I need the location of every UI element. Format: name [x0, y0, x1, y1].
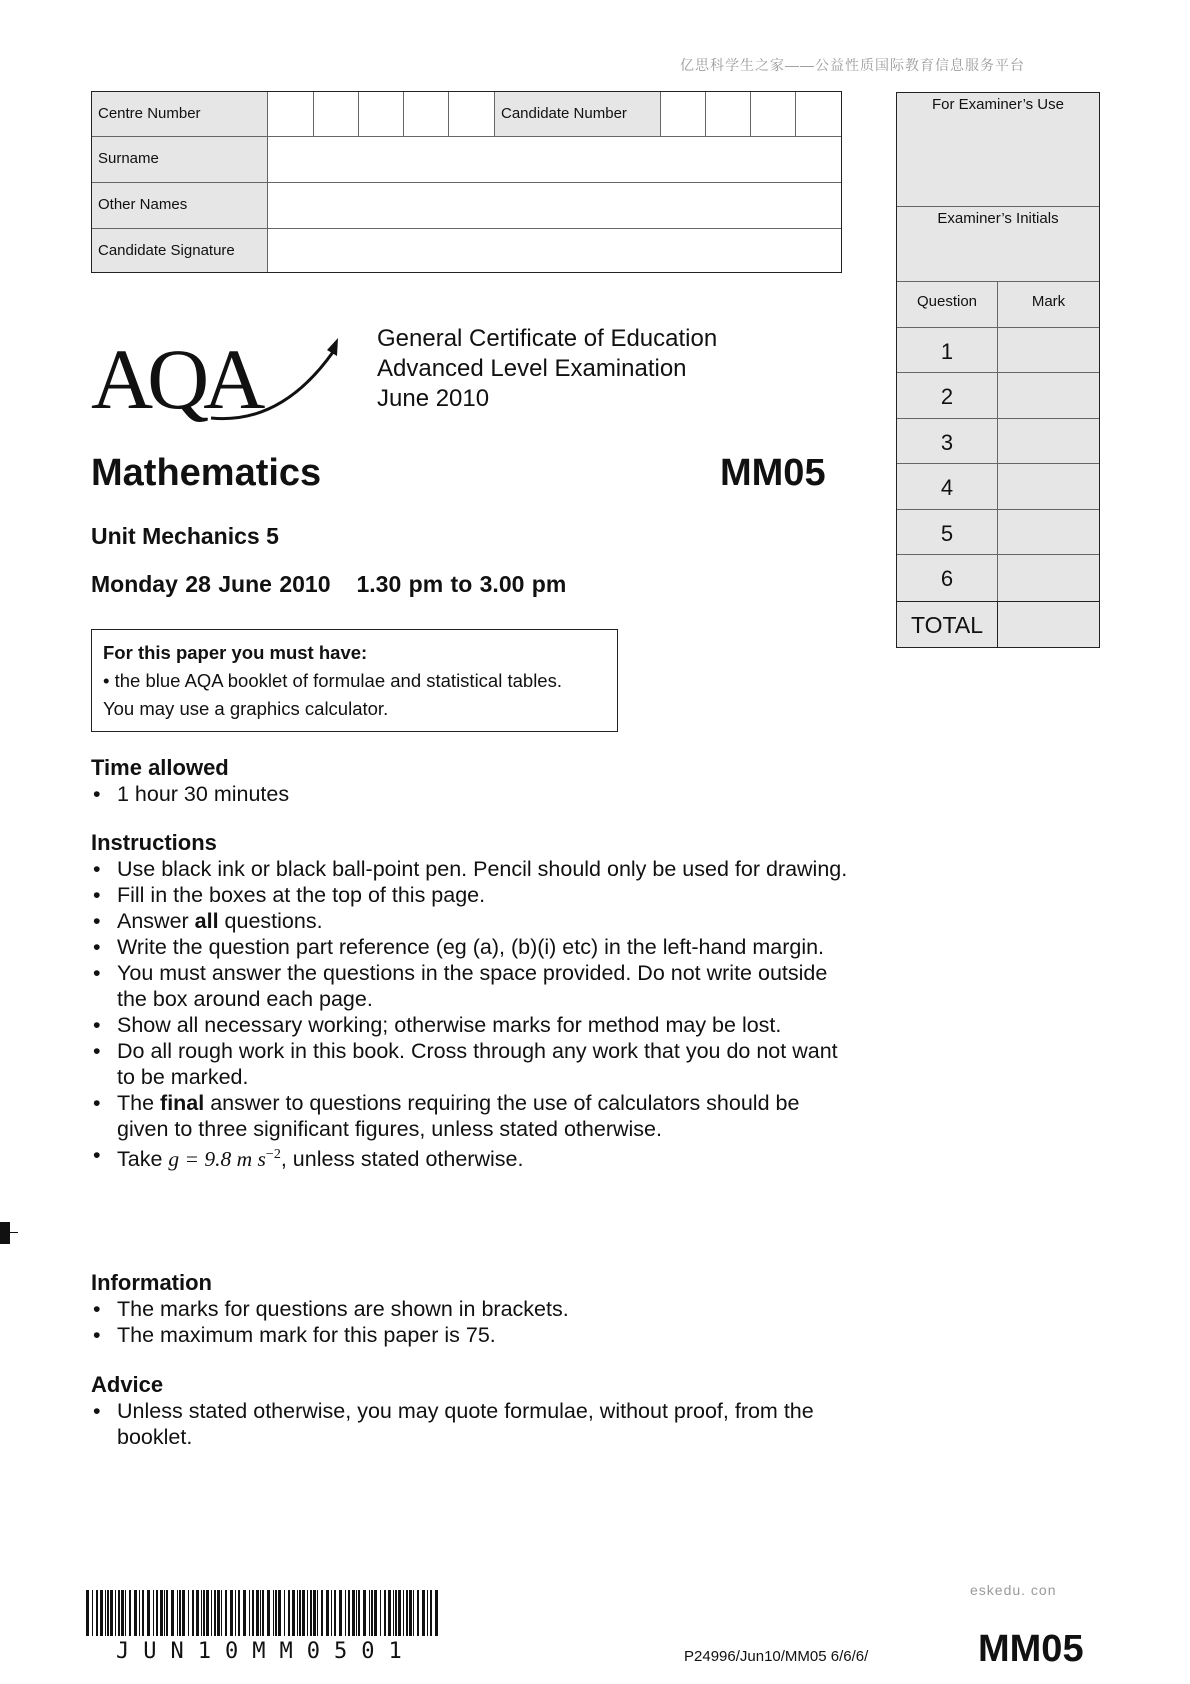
candidate-number-label: Candidate Number: [495, 92, 661, 136]
instructions-section: [91, 830, 851, 1172]
barcode-bar: [395, 1590, 397, 1636]
advice-section: [91, 1372, 851, 1450]
barcode-bar: [284, 1590, 285, 1636]
barcode-bar: [275, 1590, 277, 1636]
text-run-bold: all: [194, 909, 219, 933]
barcode-bar: [398, 1590, 401, 1636]
barcode-bar: [221, 1590, 222, 1636]
mark-cell[interactable]: [998, 510, 1099, 555]
barcode-text: JUN10MM0501: [116, 1639, 416, 1664]
barcode-bar: [134, 1590, 137, 1636]
mark-cell[interactable]: [998, 464, 1099, 509]
signature-row[interactable]: [92, 229, 841, 272]
barcode-bar: [430, 1590, 432, 1636]
list-item: [91, 1142, 851, 1172]
barcode-bar: [100, 1590, 103, 1636]
question-number: 1: [897, 328, 998, 373]
list-item: • Use black ink or black ball-point pen. Pencil should only be used for drawing.: [91, 856, 851, 882]
barcode-bar: [206, 1590, 209, 1636]
list-item: • You must answer the questions in the space provided. Do not write outside the box around each page.: [91, 960, 851, 1012]
barcode-bar: [363, 1590, 366, 1636]
question-number: 4: [897, 464, 998, 509]
barcode-bar: [356, 1590, 357, 1636]
barcode-bar: [299, 1590, 301, 1636]
examiner-initials-label: Examiner’s Initials: [897, 207, 1099, 282]
footer-paper-code: MM05: [978, 1628, 1084, 1670]
text-run: Take: [117, 1147, 169, 1172]
barcode-icon: [86, 1590, 438, 1641]
list-item: • Fill in the boxes at the top of this page.: [91, 882, 851, 908]
barcode-bar: [230, 1590, 233, 1636]
barcode-bar: [403, 1590, 404, 1636]
candidate-details-table: [91, 91, 842, 273]
list-item: • Write the question part reference (eg (a), (b)(i) etc) in the left-hand margin.: [91, 934, 851, 960]
barcode-bar: [393, 1590, 394, 1636]
materials-box: [91, 629, 618, 732]
barcode-bar: [369, 1590, 370, 1636]
surname-label: Surname: [92, 137, 268, 182]
barcode-bar: [388, 1590, 391, 1636]
examiner-use-label: For Examiner’s Use: [897, 93, 1099, 207]
centre-number-box[interactable]: [404, 92, 449, 136]
text-run: Answer: [117, 909, 195, 933]
list-item: [91, 1090, 851, 1142]
other-names-label: Other Names: [92, 183, 268, 228]
barcode-bar: [358, 1590, 360, 1636]
barcode-bar: [105, 1590, 106, 1636]
total-label: TOTAL: [897, 602, 998, 647]
certificate-title: [377, 324, 717, 414]
mark-row: [897, 328, 1099, 374]
barcode-bar: [225, 1590, 227, 1636]
text-run: questions.: [218, 909, 323, 933]
barcode-graphic: [86, 1590, 438, 1636]
barcode-bar: [371, 1590, 373, 1636]
text-run-bold: final: [160, 1091, 205, 1115]
barcode-bar: [179, 1590, 181, 1636]
list-item: [91, 908, 851, 934]
section-heading: Instructions: [91, 830, 217, 855]
barcode-bar: [352, 1590, 355, 1636]
barcode-bar: [345, 1590, 346, 1636]
barcode-bar: [188, 1590, 189, 1636]
barcode-bar: [380, 1590, 381, 1636]
barcode-bar: [164, 1590, 165, 1636]
centre-number-box[interactable]: [359, 92, 404, 136]
barcode-bar: [166, 1590, 168, 1636]
barcode-bar: [147, 1590, 150, 1636]
centre-number-box[interactable]: [449, 92, 495, 136]
barcode-bar: [307, 1590, 308, 1636]
barcode-bar: [267, 1590, 270, 1636]
barcode-bar: [196, 1590, 199, 1636]
barcode-bar: [256, 1590, 259, 1636]
mark-cell[interactable]: [998, 373, 1099, 418]
signature-label: Candidate Signature: [92, 229, 268, 272]
barcode-bar: [142, 1590, 144, 1636]
barcode-bar: [96, 1590, 98, 1636]
unit-title: Unit Mechanics 5: [91, 523, 279, 549]
certificate-line: General Certificate of Education: [377, 325, 718, 352]
barcode-bar: [435, 1590, 438, 1636]
math-superscript: −2: [265, 1147, 281, 1162]
paper-code: MM05: [720, 452, 826, 494]
barcode-bar: [171, 1590, 174, 1636]
barcode-bar: [201, 1590, 202, 1636]
surname-row[interactable]: [92, 137, 841, 183]
text-run: , unless stated otherwise.: [280, 1147, 524, 1172]
centre-number-label: Centre Number: [92, 92, 268, 136]
barcode-bar: [86, 1590, 89, 1636]
barcode-bar: [243, 1590, 246, 1636]
subject-title: Mathematics: [91, 452, 322, 494]
barcode-bar: [321, 1590, 323, 1636]
barcode-bar: [292, 1590, 295, 1636]
barcode-bar: [125, 1590, 126, 1636]
aqa-logo: [91, 330, 351, 435]
barcode-bar: [192, 1590, 194, 1636]
question-number: 5: [897, 510, 998, 555]
candidate-number-box[interactable]: [661, 92, 706, 136]
barcode-bar: [177, 1590, 178, 1636]
barcode-bar: [160, 1590, 163, 1636]
barcode-bar: [238, 1590, 240, 1636]
question-number: 6: [897, 555, 998, 601]
barcode-bar: [156, 1590, 158, 1636]
question-column-head: Question: [897, 282, 998, 327]
list-item: • 1 hour 30 minutes: [91, 781, 851, 807]
mark-cell[interactable]: [998, 555, 1099, 601]
total-cell[interactable]: [998, 602, 1099, 647]
barcode-bar: [374, 1590, 377, 1636]
mark-row: [897, 464, 1099, 510]
registration-line: [0, 1232, 18, 1233]
barcode-bar: [297, 1590, 298, 1636]
barcode-bar: [182, 1590, 185, 1636]
bullet-icon: •: [103, 670, 115, 691]
section-heading: Advice: [91, 1372, 164, 1397]
section-heading: Time allowed: [91, 755, 229, 780]
barcode-bar: [317, 1590, 318, 1636]
barcode-bar: [110, 1590, 113, 1636]
barcode-bar: [406, 1590, 408, 1636]
section-heading: Information: [91, 1270, 212, 1295]
barcode-bar: [288, 1590, 290, 1636]
barcode-bar: [413, 1590, 414, 1636]
barcode-bar: [262, 1590, 264, 1636]
exam-time: 1.30 pm to 3.00 pm: [356, 571, 567, 597]
mark-row: [897, 373, 1099, 419]
watermark-bottom: eskedu. con: [970, 1582, 1057, 1598]
materials-heading: For this paper you must have:: [103, 642, 368, 663]
aqa-logo-text: AQA: [91, 331, 260, 427]
barcode-bar: [139, 1590, 140, 1636]
candidate-number-box[interactable]: [796, 92, 841, 136]
information-section: [91, 1270, 851, 1348]
barcode-bar: [331, 1590, 332, 1636]
list-item: • Show all necessary working; otherwise marks for method may be lost.: [91, 1012, 851, 1038]
registration-mark-icon: [0, 1222, 10, 1244]
exam-date-time: [91, 571, 592, 598]
certificate-line: June 2010: [377, 385, 490, 412]
barcode-bar: [302, 1590, 305, 1636]
mark-table-header: [897, 282, 1099, 328]
list-item: • Unless stated otherwise, you may quote formulae, without proof, from the booklet.: [91, 1398, 851, 1450]
barcode-bar: [326, 1590, 329, 1636]
candidate-number-box[interactable]: [706, 92, 751, 136]
mark-row: [897, 510, 1099, 556]
text-run: The: [117, 1091, 161, 1115]
examiner-panel: [896, 92, 1100, 648]
centre-number-box[interactable]: [314, 92, 359, 136]
list-item: • The marks for questions are shown in brackets.: [91, 1296, 851, 1322]
other-names-row[interactable]: [92, 183, 841, 229]
barcode-bar: [214, 1590, 216, 1636]
barcode-bar: [278, 1590, 281, 1636]
question-number: 3: [897, 419, 998, 464]
footer-reference: P24996/Jun10/MM05 6/6/6/: [684, 1648, 869, 1665]
mark-row: [897, 555, 1099, 601]
list-item: • The maximum mark for this paper is 75.: [91, 1322, 851, 1348]
centre-number-box[interactable]: [268, 92, 314, 136]
barcode-bar: [217, 1590, 220, 1636]
math-expression: g = 9.8 m s: [168, 1147, 266, 1172]
barcode-bar: [409, 1590, 412, 1636]
mark-column-head: Mark: [998, 282, 1099, 327]
barcode-bar: [384, 1590, 386, 1636]
barcode-bar: [313, 1590, 316, 1636]
list-item: • Do all rough work in this book. Cross through any work that you do not want to be marked.: [91, 1038, 851, 1090]
barcode-bar: [417, 1590, 419, 1636]
barcode-bar: [115, 1590, 116, 1636]
time-allowed-section: [91, 755, 851, 807]
barcode-bar: [422, 1590, 425, 1636]
barcode-bar: [249, 1590, 250, 1636]
text-run: answer to questions requiring the use of calculators should be given to three significant figures, unless stated otherwise.: [117, 1091, 800, 1141]
materials-item-text: the blue AQA booklet of formulae and statistical tables.: [114, 670, 562, 691]
barcode-bar: [235, 1590, 236, 1636]
materials-note: You may use a graphics calculator.: [103, 698, 389, 719]
barcode-bar: [107, 1590, 109, 1636]
materials-item: [103, 667, 606, 695]
barcode-bar: [339, 1590, 342, 1636]
barcode-bar: [427, 1590, 428, 1636]
question-number: 2: [897, 373, 998, 418]
barcode-bar: [260, 1590, 261, 1636]
barcode-bar: [121, 1590, 124, 1636]
barcode-bar: [310, 1590, 312, 1636]
exam-date: Monday 28 June 2010: [91, 571, 331, 597]
barcode-bar: [129, 1590, 131, 1636]
barcode-bar: [273, 1590, 274, 1636]
total-row: [897, 601, 1099, 647]
barcode-bar: [252, 1590, 254, 1636]
aqa-logo-swoosh-icon: [91, 330, 351, 430]
watermark-top: 亿思科学生之家——公益性质国际教育信息服务平台: [680, 57, 1025, 73]
barcode-bar: [348, 1590, 350, 1636]
mark-row: [897, 419, 1099, 465]
certificate-line: Advanced Level Examination: [377, 355, 687, 382]
mark-cell[interactable]: [998, 328, 1099, 373]
centre-number-row: [92, 92, 841, 137]
barcode-bar: [211, 1590, 212, 1636]
barcode-bar: [118, 1590, 120, 1636]
candidate-number-box[interactable]: [751, 92, 796, 136]
barcode-bar: [153, 1590, 154, 1636]
mark-cell[interactable]: [998, 419, 1099, 464]
barcode-bar: [334, 1590, 336, 1636]
barcode-bar: [92, 1590, 93, 1636]
barcode-bar: [203, 1590, 205, 1636]
